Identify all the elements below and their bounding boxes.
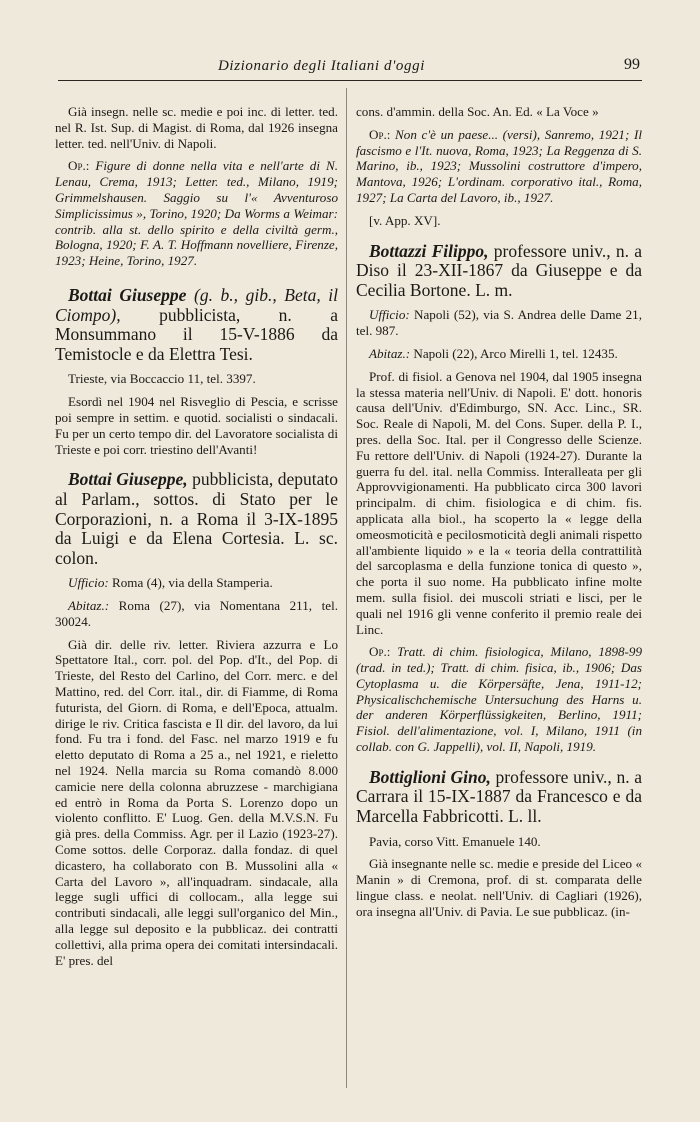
bottai-1-address: Trieste, via Boccaccio 11, tel. 3397. <box>68 371 256 387</box>
bottai-2-bio: Già dir. delle riv. letter. Riviera azzurra e Lo Spettatore Ital., corr. pol. del Pop. d'It., del Pop. di Trieste, del Resto del Carlino, del Corr. merc. e del Mattino, red. del Corr. ital., dir. di Fiamme, di Roma futurista, del Giorn. di Roma, e dell'Epoca, attualm. dirige le riv. Critica fascista e Il dir. del lavoro, da lui fond. Fu tra i fond. del Fasc. nel marzo 1919 e fu eletto deputato di Roma a 25 a., nel 1921, e rieletto nel 1924. Nella marcia su Roma comandò 8.000 camicie nere della colonna abruzzese - marchigiana ed entrò in Roma da Porta S. Lorenzo dopo un violento conflitto. E' Luog. Gen. della M.V.S.N. Fu già pres. della Commiss. Agr. per il Lazio (1923-27). Come sottos. delle Corporaz. dalla fondaz. di quel dicastero, ha collaborato con B. Mussolini alla « Carta del Lavoro », all'inquadram. sindacale, alla legge sugli uffici di collocam., alla legge sui contributi sindacali, alle leggi sull'organico del Min., alla legge sul deposito e la pubblicaz. dei contratti collettivi, alla prima opera dei comitati intersindacali. E' pres. del <box>55 636 338 968</box>
entry-heading-text: professore univ., n. a Carrara il 15-IX-1887 da Francesco e da Marcella Fabbricotti. L. ll. <box>356 766 643 827</box>
running-title: Dizionario degli Italiani d'oggi <box>218 58 425 74</box>
bottiglioni-entry-heading <box>356 768 642 827</box>
hoffmann-entry-works <box>55 158 338 269</box>
entry-name: Bottiglioni Gino, <box>369 766 491 787</box>
column-divider <box>346 88 347 1088</box>
home-label: Abitaz.: <box>369 345 411 361</box>
bottazzi-bio: Prof. di fisiol. a Genova nel 1904, dal 1905 insegna la stessa materia nell'Univ. di Napoli. E' dott. honoris causa dell'Univ. d'Edimburgo, SN. Acc. Linc., SR. Soc. Reale di Napoli, M. del Cons. Super. della P. I., pres. della Soc. Ital. per il Congresso delle Scienze. Fu rettore dell'Univ. di Napoli (1924-27). Durante la guerra fu del. ital. nella Commiss. Interalleata per gli Approvvigionamenti. Ha pubblicato circa 300 lavori principalm. di chim. fisiologica e di chim. fis. applicata alla biol., ha scoperto la « legge della omeosmoticità e pecilosmoticità degli animali rispetto all'ambiente liquido » e la « teoria della contrattilità del sarcoplasma e della funzione tonica di questo », che porta il suo nome. Ha pubblicato infine molte mem. sulla fisiol. dei muscoli striati e lisci, per le quali nel 1916 gli venne conferito il premio reale dei Linc. <box>356 368 642 637</box>
works-list: Figure di donne nella vita e nell'arte di N. Lenau, Crema, 1913; Letter. ted., Milano, 1919; Grimmelshausen. Saggio su l'« Avventuroso Simplicissimus », Torino, 1920; Da Worms a Weimar: contrib. alla st. dello spirito e della civiltà germ., Bologna, 1920; F. A. T. Hoffmann novelliere, Firenze, 1923; Heine, Torino, 1927. <box>55 158 338 269</box>
bottazzi-office <box>356 307 642 339</box>
entry-alias: (g. b., gib., Beta, il Ciompo), <box>55 284 339 325</box>
entry-heading-text: pubblicista, deputato al Parlam., sottos. di Stato per le Corporazioni, n. a Roma il 3-IX-1895 da Luigi e da Elena Cortesia. L. sc. colon. <box>55 469 338 568</box>
works-list: Tratt. di chim. fisiologica, Milano, 1898-99 (trad. in ted.); Tratt. di chim. fisica, ib., 1906; Das Cytoplasma u. die Körpersäfte, Jena, 1911-12; Physicalischchemische Untersuchung des Harns u. der anderen Körperflüssigkeiten, Berlino, 1911; Fisiol. dell'alimentazione, vol. I, Milano, 1911 (in collab. con G. Jappelli), vol. II, Napoli, 1919. <box>356 644 642 755</box>
office-label: Ufficio: <box>68 575 109 591</box>
entry-name: Bottai Giuseppe <box>68 284 187 305</box>
bottiglioni-address: Pavia, corso Vitt. Emanuele 140. <box>369 833 541 849</box>
right-column <box>356 104 642 927</box>
hoffmann-entry-bio: Già insegn. nelle sc. medie e poi inc. di letter. ted. nel R. Ist. Sup. di Magist. di Roma, dal 1926 insegna letter. ted. nell'Univ. di Napoli. <box>55 104 338 151</box>
page-number: 99 <box>624 56 640 73</box>
bottiglioni-bio: Già insegnante nelle sc. medie e preside del Liceo « Manin » di Cremona, prof. di st. comparata delle lingue class. e neolat. nell'Univ. di Cagliari (1926), ora insegna all'Univ. di Pavia. Le sue pubblicaz. (in- <box>356 856 642 919</box>
office-address: Napoli (52), via S. Andrea delle Dame 21, tel. 987. <box>356 307 642 339</box>
bottai-2-home <box>55 598 338 630</box>
home-address: Napoli (22), Arco Mirelli 1, tel. 12435. <box>413 345 618 361</box>
running-head <box>58 56 642 81</box>
bottai-2-office <box>55 575 338 591</box>
works-label: Op.: <box>68 158 90 174</box>
bottai-1-entry-heading <box>55 286 338 364</box>
bottazzi-works <box>356 644 642 755</box>
bottai-1-bio: Esordì nel 1904 nel Risveglio di Pescia, e scrisse poi sempre in settim. e quotid. socialisti o sindacali. Fu per un certo tempo dir. del Lavoratore socialista di Trieste e poi corr. triestino dell'Avanti! <box>55 394 338 457</box>
bottai-2-works <box>356 127 642 206</box>
bottazzi-entry-heading <box>356 242 642 301</box>
home-address: Roma (27), via Nomentana 211, tel. 30024. <box>55 598 338 629</box>
entry-heading-text: pubblicista, n. a Monsummano il 15-V-1886 da Temistocle e da Elettra Tesi. <box>55 304 338 364</box>
left-column <box>55 104 338 975</box>
bottai-2-reference: [v. App. XV]. <box>369 212 441 228</box>
office-address: Roma (4), via della Stamperia. <box>112 575 273 591</box>
bottai-2-entry-heading <box>55 470 338 568</box>
office-label: Ufficio: <box>369 307 410 323</box>
entry-heading-text: professore univ., n. a Diso il 23-XII-1867 da Giuseppe e da Cecilia Bortone. L. m. <box>356 240 643 300</box>
entry-name: Bottai Giuseppe, <box>68 469 188 490</box>
works-list: Non c'è un paese... (versi), Sanremo, 1921; Il fascismo e l'It. nuova, Roma, 1923; La Reggenza di S. Marino, ib., 1923; Mussolini costruttore d'impero, Mantova, 1926; L'ordinam. corporativo ital., Roma, 1927; La Carta del Lavoro, ib., 1927. <box>356 126 642 205</box>
works-label: Op.: <box>369 644 391 660</box>
entry-name: Bottazzi Filippo, <box>369 240 489 261</box>
bottazzi-home <box>356 346 642 362</box>
works-label: Op.: <box>369 126 391 142</box>
bottai-2-bio-continued: cons. d'ammin. della Soc. An. Ed. « La Voce » <box>356 104 599 119</box>
home-label: Abitaz.: <box>68 598 110 614</box>
